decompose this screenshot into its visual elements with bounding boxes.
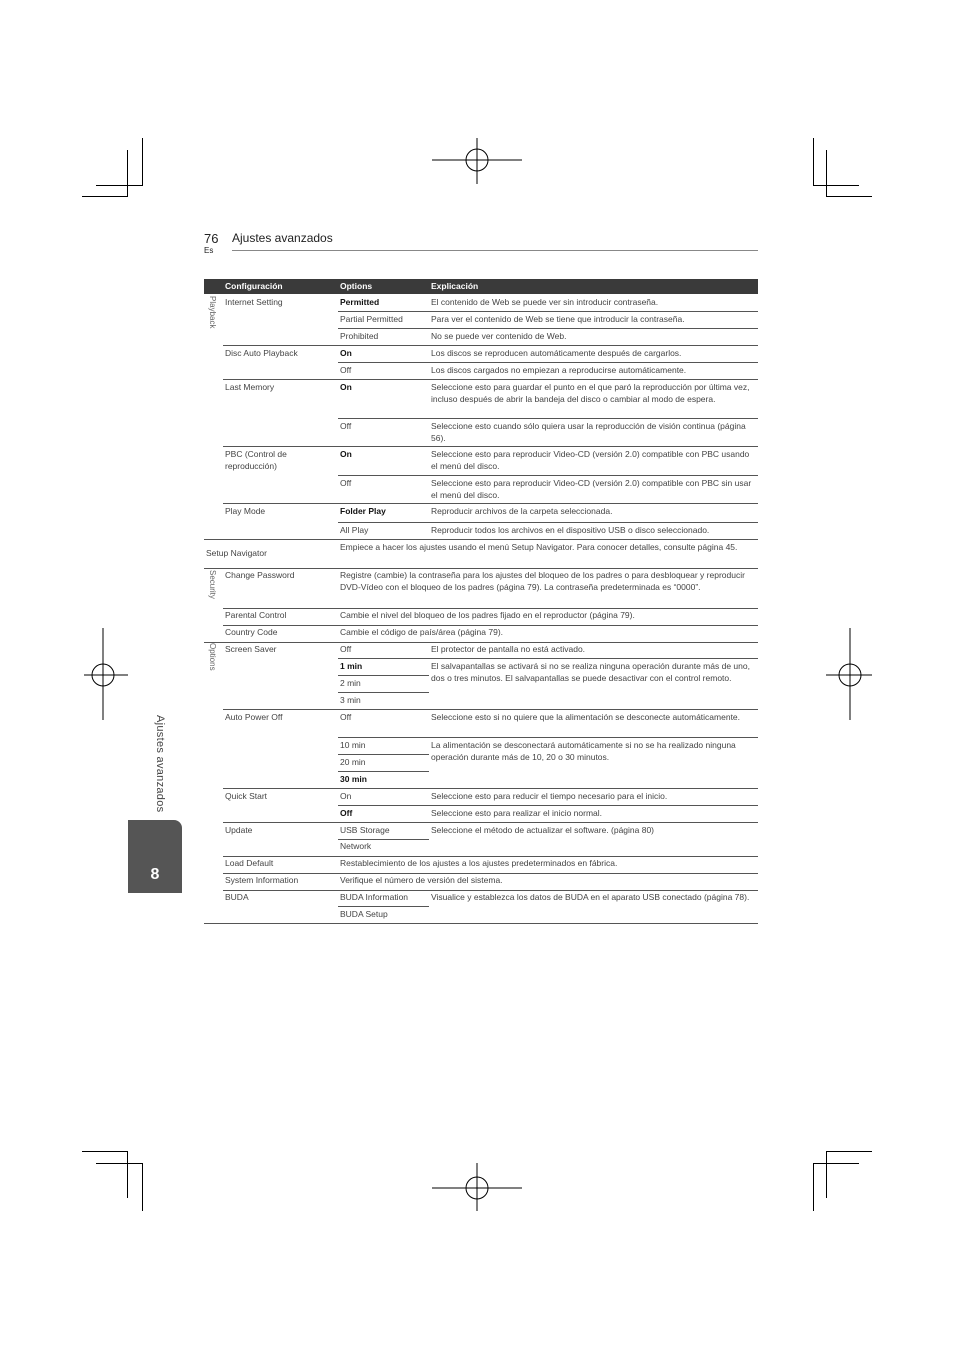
explanation-ap-off: Seleccione esto si no quiere que la alimentación se desconecte automáticamente.	[431, 712, 741, 722]
option-all-play: All Play	[340, 525, 369, 535]
explanation-disc-off: Los discos cargados no empiezan a reproducirse automáticamente.	[431, 365, 687, 375]
explanation-lm-on: Seleccione esto para guardar el punto en el que paró la reproducción por última vez, incluso después de abrir la bandeja del disco o cambiar al modo de espera.	[431, 382, 750, 404]
option-pbc-off: Off	[340, 478, 352, 488]
option-ap-10min: 10 min	[340, 740, 366, 750]
option-disc-on: On	[340, 348, 352, 358]
setting-screen-saver: Screen Saver	[225, 644, 277, 654]
option-partial-permitted: Partial Permitted	[340, 314, 403, 324]
explanation-prohibited: No se puede ver contenido de Web.	[431, 331, 567, 341]
registration-mark-left	[82, 628, 130, 722]
setting-change-password: Change Password	[225, 570, 295, 580]
page-title: Ajustes avanzados	[232, 231, 333, 245]
setting-last-memory: Last Memory	[225, 382, 275, 392]
option-qs-on: On	[340, 791, 352, 801]
option-ap-20min: 20 min	[340, 757, 366, 767]
setting-system-information: System Information	[225, 875, 299, 885]
explanation-ss-off: El protector de pantalla no está activado.	[431, 644, 586, 654]
option-ap-30min: 30 min	[340, 774, 367, 784]
option-ap-off: Off	[340, 712, 352, 722]
explanation-qs-off: Seleccione esto para realizar el inicio normal.	[431, 808, 603, 818]
explanation-folder-play: Reproducir archivos de la carpeta seleccionada.	[431, 506, 613, 516]
explanation-ss-min: El salvapantallas se activará si no se realiza ninguna operación durante más de uno, dos o tres minutos. El salvapantallas se puede desactivar con el control remoto.	[431, 661, 750, 683]
explanation-change-password: Registre (cambie) la contraseña para los ajustes del bloqueo de los padres o para desbloquear y reproducir DVD-Vídeo con el bloqueo de los padres (página 79). La contraseña predeterminada es “0000”.	[340, 570, 745, 592]
explanation-country-code: Cambie el código de país/área (página 79).	[340, 627, 504, 637]
page-language: Es	[204, 246, 214, 255]
chapter-number: 8	[150, 866, 160, 883]
table-header	[204, 279, 758, 294]
setting-disc-auto-playback: Disc Auto Playback	[225, 348, 298, 358]
explanation-pbc-off: Seleccione esto para reproducir Video-CD (versión 2.0) compatible con PBC sin usar el menú del disco.	[431, 478, 752, 500]
setting-update: Update	[225, 825, 253, 835]
option-ss-3min: 3 min	[340, 695, 361, 705]
explanation-permitted: El contenido de Web se puede ver sin introducir contraseña.	[431, 297, 659, 307]
page-number: 76	[204, 231, 219, 246]
option-prohibited: Prohibited	[340, 331, 379, 341]
option-disc-off: Off	[340, 365, 352, 375]
setting-parental-control: Parental Control	[225, 610, 287, 620]
explanation-buda: Visualice y establezca los datos de BUDA en el aparato USB conectado (página 78).	[431, 892, 750, 902]
explanation-disc-on: Los discos se reproducen automáticamente después de cargarlos.	[431, 348, 682, 358]
option-folder-play: Folder Play	[340, 506, 386, 516]
registration-mark-right	[826, 628, 874, 722]
explanation-load-default: Restablecimiento de los ajustes a los ajustes predeterminados en fábrica.	[340, 858, 618, 868]
option-ss-1min: 1 min	[340, 661, 363, 671]
option-pbc-on: On	[340, 449, 352, 459]
explanation-pbc-on: Seleccione esto para reproducir Video-CD (versión 2.0) compatible con PBC usando el menú del disco.	[431, 449, 750, 471]
side-section-label: Ajustes avanzados	[154, 715, 166, 813]
setting-auto-power-off: Auto Power Off	[225, 712, 283, 722]
option-lm-off: Off	[340, 421, 352, 431]
option-usb-storage: USB Storage	[340, 825, 390, 835]
option-lm-on: On	[340, 382, 352, 392]
explanation-ap-min: La alimentación se desconectará automáticamente si no se ha realizado ninguna operación durante más de 10, 20 o 30 minutos.	[431, 740, 736, 762]
group-label-options: Options	[208, 643, 217, 671]
header-explicacion: Explicación	[431, 281, 479, 291]
group-label-playback: Playback	[208, 296, 217, 329]
registration-mark-bottom	[430, 1163, 524, 1211]
explanation-system-information: Verifique el número de versión del sistema.	[340, 875, 503, 885]
explanation-setup-navigator: Empiece a hacer los ajustes usando el menú Setup Navigator. Para conocer detalles, consulte página 45.	[340, 542, 738, 552]
setting-setup-navigator: Setup Navigator	[206, 548, 267, 558]
setting-pbc: PBC (Control de reproducción)	[225, 449, 287, 471]
setting-buda: BUDA	[225, 892, 249, 902]
explanation-lm-off: Seleccione esto cuando sólo quiera usar la reproducción de visión continua (página 56).	[431, 421, 746, 443]
explanation-update: Seleccione el método de actualizar el software. (página 80)	[431, 825, 655, 835]
option-permitted: Permitted	[340, 297, 380, 307]
setting-quick-start: Quick Start	[225, 791, 268, 801]
explanation-qs-on: Seleccione esto para reducir el tiempo necesario para el inicio.	[431, 791, 668, 801]
header-rule	[232, 250, 758, 251]
explanation-parental-control: Cambie el nivel del bloqueo de los padres fijado en el reproductor (página 79).	[340, 610, 635, 620]
setting-play-mode: Play Mode	[225, 506, 266, 516]
setting-load-default: Load Default	[225, 858, 274, 868]
setting-country-code: Country Code	[225, 627, 278, 637]
explanation-partial: Para ver el contenido de Web se tiene que introducir la contraseña.	[431, 314, 685, 324]
option-buda-setup: BUDA Setup	[340, 909, 388, 919]
explanation-all-play: Reproducir todos los archivos en el dispositivo USB o disco seleccionado.	[431, 525, 710, 535]
option-ss-2min: 2 min	[340, 678, 361, 688]
option-network: Network	[340, 841, 372, 851]
group-label-security: Security	[208, 570, 217, 599]
registration-mark-top	[430, 138, 524, 186]
option-buda-information: BUDA Information	[340, 892, 409, 902]
option-qs-off: Off	[340, 808, 353, 818]
setting-internet: Internet Setting	[225, 297, 283, 307]
header-configuracion: Configuración	[225, 281, 283, 291]
option-ss-off: Off	[340, 644, 352, 654]
header-options: Options	[340, 281, 373, 291]
